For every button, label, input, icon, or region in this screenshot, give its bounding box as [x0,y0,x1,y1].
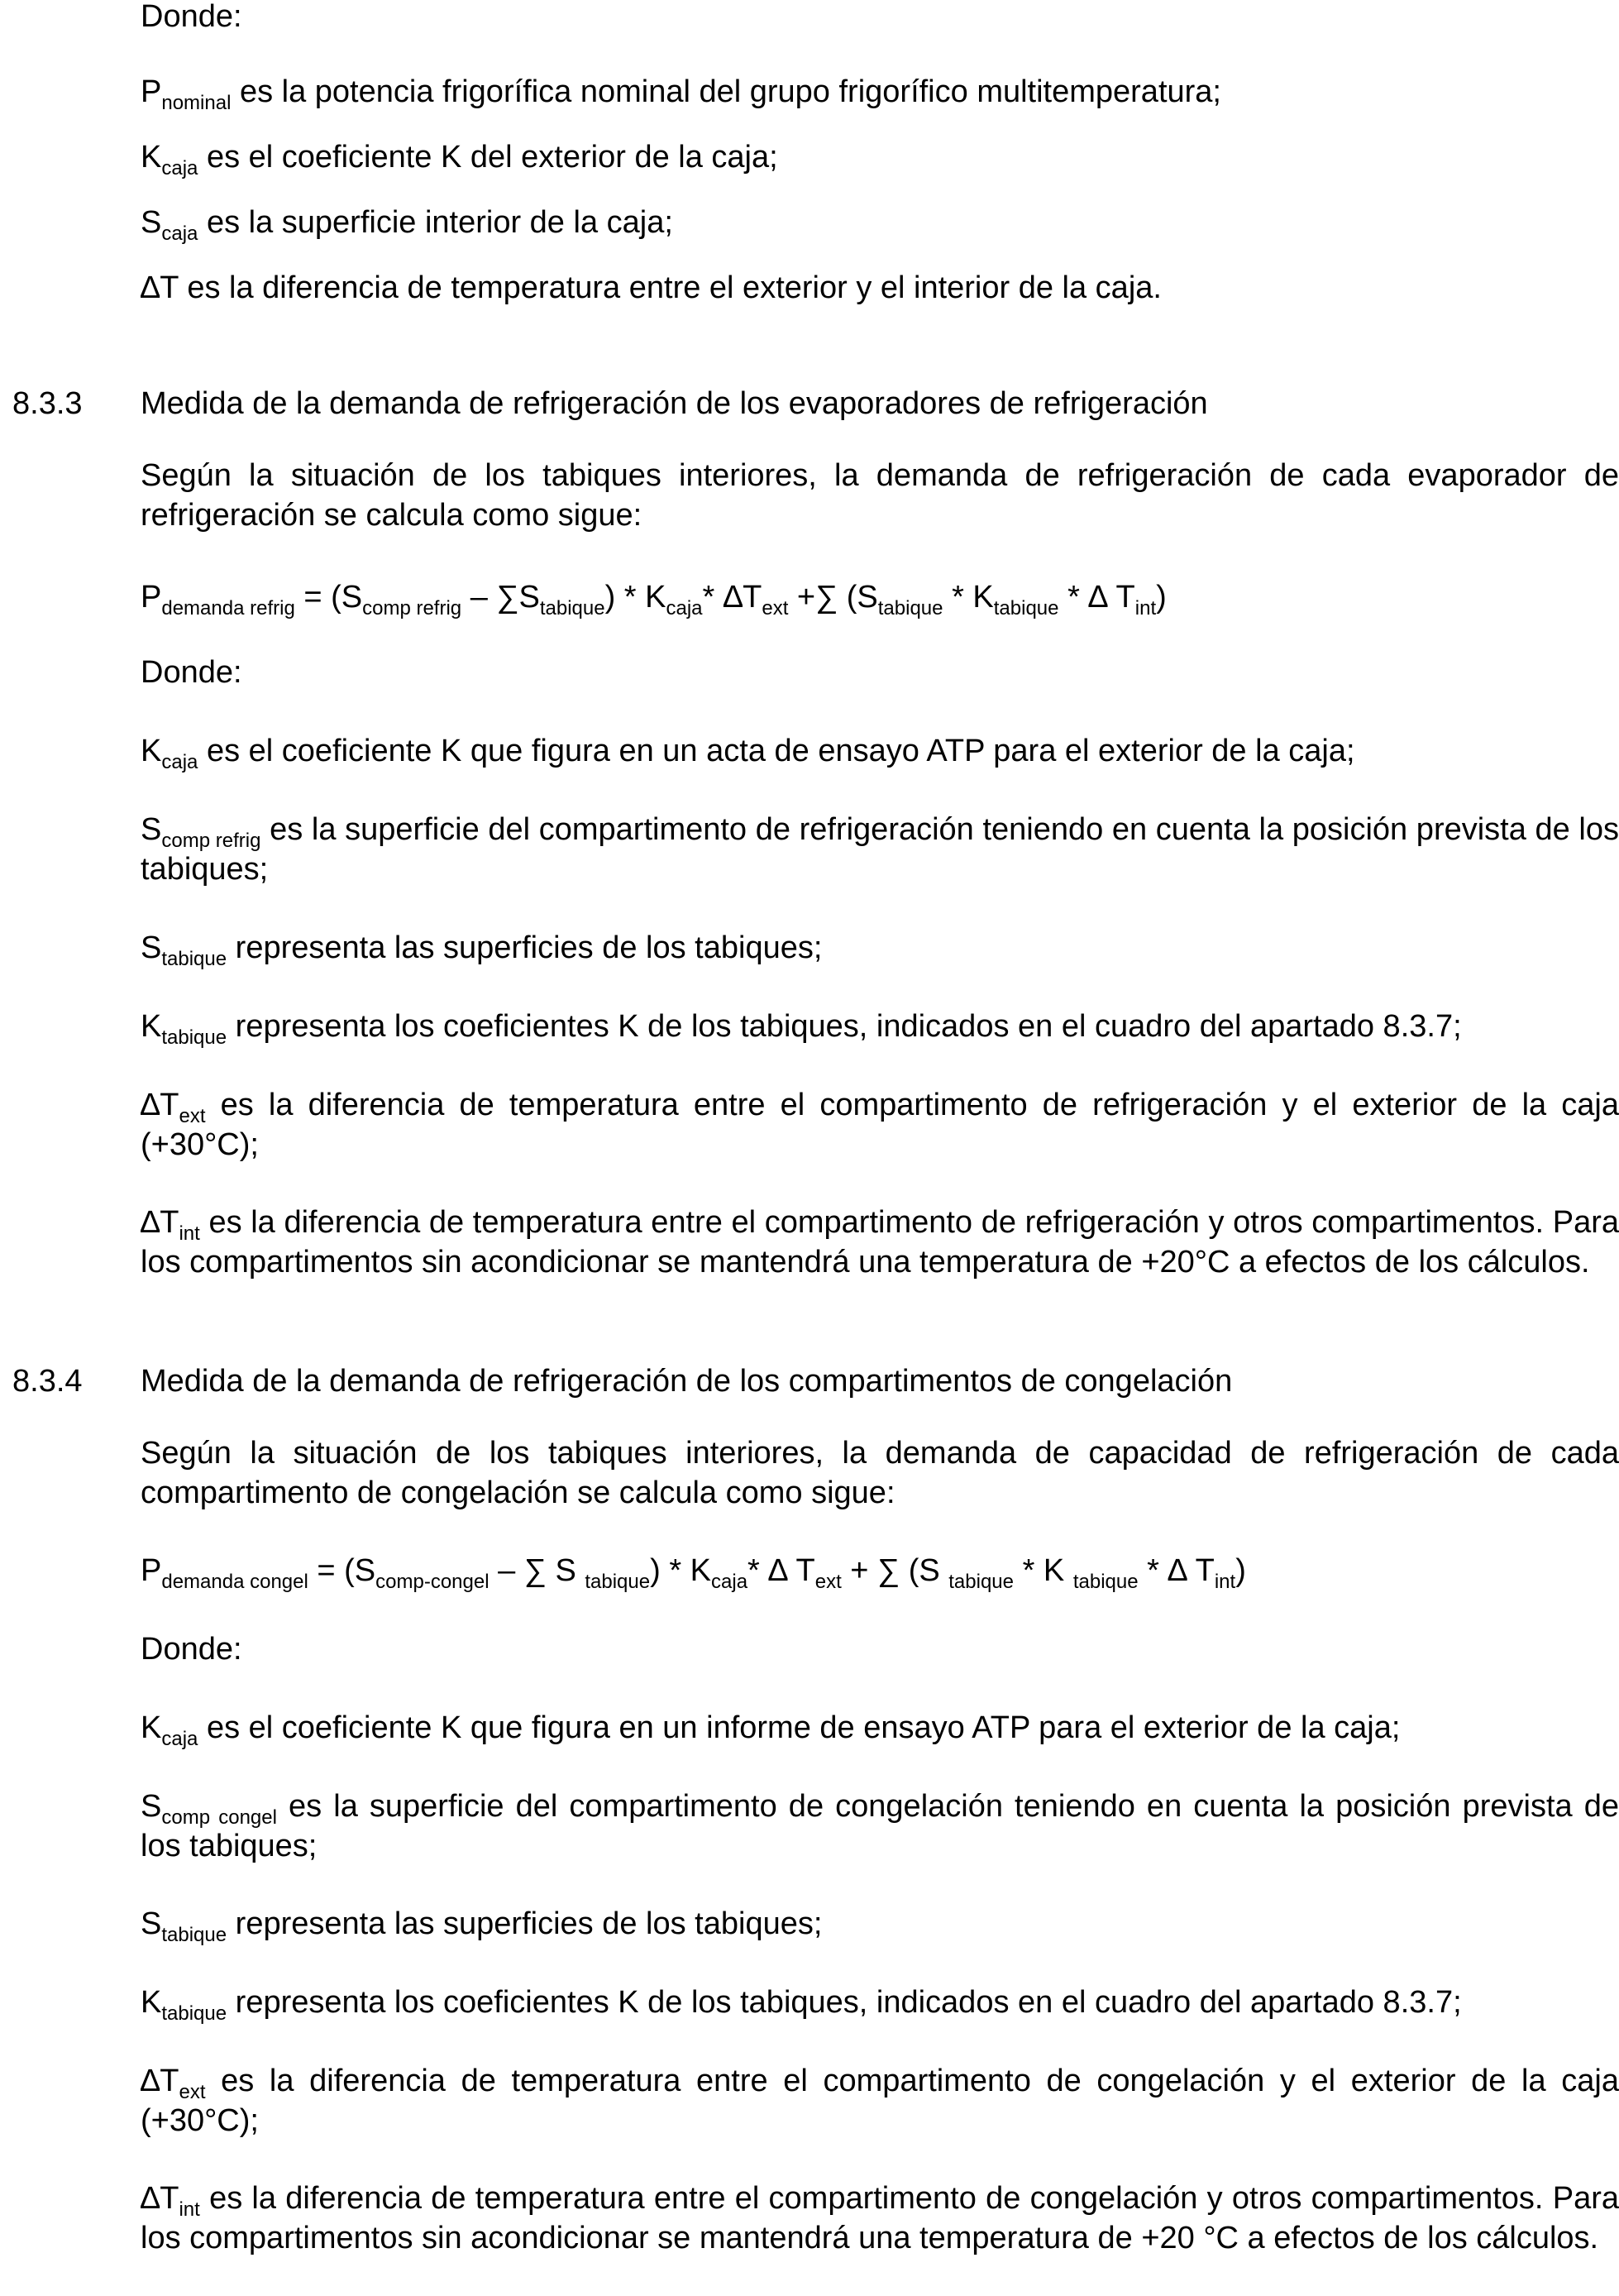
section-intro-8-3-3: Según la situación de los tabiques interiores, la demanda de refrigeración de cada evaporador de refrigeración se calcula como sigue: [141,458,1619,533]
definition-delta-t-int: $\Delta T_{int}$ es la diferencia de temperatura entre el compartimento de refrigeración y otros compartimentos. Para los compartimentos sin acondicionar se mantendrá una temperatura de +20°C a efectos de los cálculos. [141,1205,1619,1280]
definition-s-tabique: $S_{tabique}$ representa las superficies de los tabiques; [141,930,823,970]
definition-s-comp-congel: $S_{comp congel}$ es la superficie del compartimento de congelación teniendo en cuenta la posición prevista de los tabiques; [141,1789,1619,1863]
section-heading-8-3-4: Medida de la demanda de refrigeración de los compartimentos de congelación [141,1364,1233,1399]
donde-label: Donde: [141,1632,242,1667]
definition-delta-t-ext: $\Delta T_{ext}$ es la diferencia de temperatura entre el compartimento de congelación y el exterior de la caja (+30°C); [141,2064,1619,2138]
formula-demanda-refrig: $P_{demanda refrig} = (S_{comp refrig} - \sum S_{tabique}) * K_{caja}*$ $\Delta T_{ext}$ +∑ ($S_{tabique} * K_{tabique}$ * ∆ $T_{int}$) [141,580,1167,619]
definition-k-caja: $K_{caja}$ es el coeficiente K del exterior de la caja; [141,140,778,179]
donde-label: Donde: [141,0,242,34]
section-intro-8-3-4: Según la situación de los tabiques interiores, la demanda de capacidad de refrigeración de cada compartimento de congelación se calcula como sigue: [141,1436,1619,1510]
definition-k-tabique: $K_{tabique}$ representa los coeficientes K de los tabiques, indicados en el cuadro del apartado 8.3.7; [141,1985,1462,2025]
section-number-8-3-4: 8.3.4 [12,1364,83,1399]
definition-k-caja: $K_{caja}$ es el coeficiente K que figura en un acta de ensayo ATP para el exterior de la caja; [141,734,1355,773]
definition-s-caja: $S_{caja}$ es la superficie interior de la caja; [141,205,673,245]
definition-s-tabique: $S_{tabique}$ representa las superficies de los tabiques; [141,1906,823,1946]
definition-delta-t: ∆T es la diferencia de temperatura entre el exterior y el interior de la caja. [141,270,1162,305]
definition-s-comp-refrig: $S_{comp refrig}$ es la superficie del compartimento de refrigeración teniendo en cuenta la posición prevista de los tabiques; [141,812,1619,887]
definition-delta-t-int: $\Delta T_{int}$ es la diferencia de temperatura entre el compartimento de congelación y otros compartimentos. Para los compartimentos sin acondicionar se mantendrá una temperatura de +20 °C a efectos de los cálculos. [141,2181,1619,2255]
definition-k-caja: $K_{caja}$ es el coeficiente K que figura en un informe de ensayo ATP para el exterior de la caja; [141,1710,1401,1750]
definition-k-tabique: $K_{tabique}$ representa los coeficientes K de los tabiques, indicados en el cuadro del apartado 8.3.7; [141,1009,1462,1049]
definition-p-nominal: $P_{nominal}$ es la potencia frigorífica nominal del grupo frigorífico multitemperatura; [141,74,1221,114]
donde-label: Donde: [141,655,242,690]
definition-delta-t-ext: $\Delta T_{ext}$ es la diferencia de temperatura entre el compartimento de refrigeración y el exterior de la caja (+30°C); [141,1088,1619,1162]
section-number-8-3-3: 8.3.3 [12,386,83,421]
formula-demanda-congel: $P_{demanda congel} = (S_{comp-congel}$ – ∑ S $_{tabique}) * K_{caja}*$ ∆ $T_{ext}$ + ∑ (S $_{tabique}$ * K $_{tabique}$ * ∆ $T_{int}$) [141,1553,1246,1593]
section-heading-8-3-3: Medida de la demanda de refrigeración de los evaporadores de refrigeración [141,386,1208,421]
